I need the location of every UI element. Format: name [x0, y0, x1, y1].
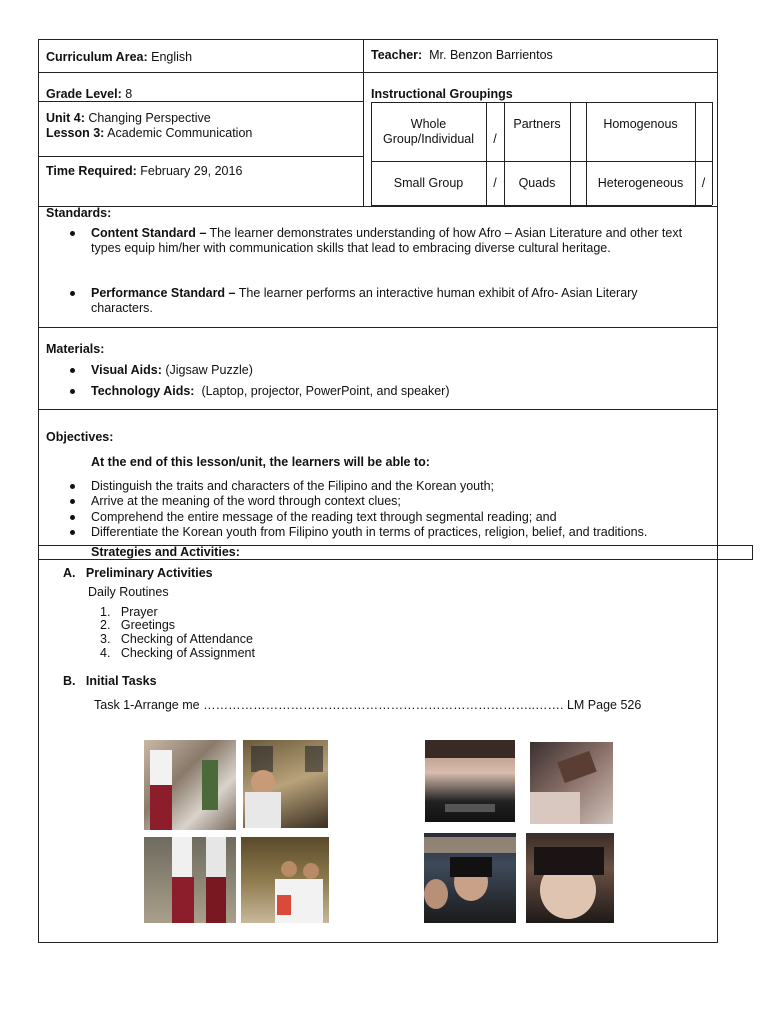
- objectives-intro: At the end of this lesson/unit, the learners will be able to:: [91, 455, 430, 469]
- section-a: A. Preliminary Activities: [63, 566, 213, 580]
- grade-level: Grade Level: 8: [46, 87, 133, 101]
- bullet-icon: [70, 530, 75, 535]
- section-line: [38, 206, 718, 207]
- bullet-icon: [70, 499, 75, 504]
- section-b: B. Initial Tasks: [63, 674, 157, 688]
- grouping-small-group: Small Group: [393, 176, 464, 190]
- materials-title: Materials:: [46, 342, 105, 356]
- row-line: [38, 72, 363, 73]
- curriculum-area: Curriculum Area: English: [46, 50, 193, 64]
- grouping-homogenous: Homogenous: [603, 117, 678, 131]
- unit: Unit 4: Changing Perspective: [46, 111, 211, 125]
- row-line: [363, 72, 718, 73]
- row-line: [38, 156, 363, 157]
- teacher: Teacher: Mr. Benzon Barrientos: [371, 48, 553, 62]
- routine-item: 2. Greetings: [100, 618, 176, 632]
- puzzle-photo-2: [243, 740, 328, 828]
- grouping-whole: Whole Group/Individual: [382, 117, 475, 146]
- puzzle-photo-4: [241, 837, 329, 923]
- routine-item: 3. Checking of Attendance: [100, 632, 253, 646]
- objective-item: Differentiate the Korean youth from Filipino youth in terms of practices, religion, belief, and traditions.: [91, 525, 648, 539]
- daily-routines: Daily Routines: [88, 585, 169, 599]
- puzzle-photo-7: [424, 833, 516, 923]
- grouping-small-group-mark: /: [493, 176, 497, 190]
- time-required: Time Required: February 29, 2016: [46, 164, 243, 178]
- header-divider: [363, 39, 364, 206]
- grouping-partners: Partners: [513, 117, 561, 131]
- routine-item: 4. Checking of Assignment: [100, 646, 255, 660]
- grouping-heterogeneous: Heterogeneous: [597, 176, 684, 190]
- bullet-icon: [70, 515, 75, 520]
- grid-line: [371, 161, 712, 162]
- task-1: Task 1-Arrange me ……………………………………………………………………..……. LM Page 526: [94, 698, 642, 712]
- bullet-icon: [70, 231, 75, 236]
- standards-title: Standards:: [46, 206, 112, 220]
- performance-standard: Performance Standard – The learner performs an interactive human exhibit of Afro- Asian Literary characters.: [91, 286, 638, 315]
- section-line: [38, 327, 718, 328]
- objectives-title: Objectives:: [46, 430, 114, 444]
- puzzle-photo-5: [425, 740, 515, 822]
- grouping-quads: Quads: [518, 176, 556, 190]
- puzzle-photo-8: [526, 833, 614, 923]
- lesson: Lesson 3: Academic Communication: [46, 126, 253, 140]
- bullet-icon: [70, 389, 75, 394]
- grouping-heterogeneous-mark: /: [701, 176, 706, 190]
- visual-aids: Visual Aids: (Jigsaw Puzzle): [91, 363, 253, 377]
- grid-line: [712, 102, 713, 205]
- routine-item: 1. Prayer: [100, 605, 158, 619]
- section-line: [38, 409, 718, 410]
- objective-item: Arrive at the meaning of the word through context clues;: [91, 494, 401, 508]
- groupings-title: Instructional Groupings: [371, 87, 513, 101]
- bullet-icon: [70, 291, 75, 296]
- puzzle-photo-1: [144, 740, 236, 830]
- grid-line: [371, 102, 712, 103]
- puzzle-photo-6: [530, 742, 613, 824]
- puzzle-photo-3: [144, 837, 236, 923]
- grid-line: [570, 102, 571, 205]
- objective-item: Distinguish the traits and characters of the Filipino and the Korean youth;: [91, 479, 495, 493]
- grouping-whole-mark: /: [493, 132, 497, 146]
- content-standard: Content Standard – The learner demonstrates understanding of how Afro – Asian Literature and other text types equip him/her with communication skills that lead to embracing diverse cultural heritage.: [91, 226, 683, 255]
- bullet-icon: [70, 484, 75, 489]
- technology-aids: Technology Aids: (Laptop, projector, PowerPoint, and speaker): [91, 384, 450, 398]
- objective-item: Comprehend the entire message of the reading text through segmental reading; and: [91, 510, 557, 524]
- strategies-title: Strategies and Activities:: [91, 545, 240, 559]
- bullet-icon: [70, 368, 75, 373]
